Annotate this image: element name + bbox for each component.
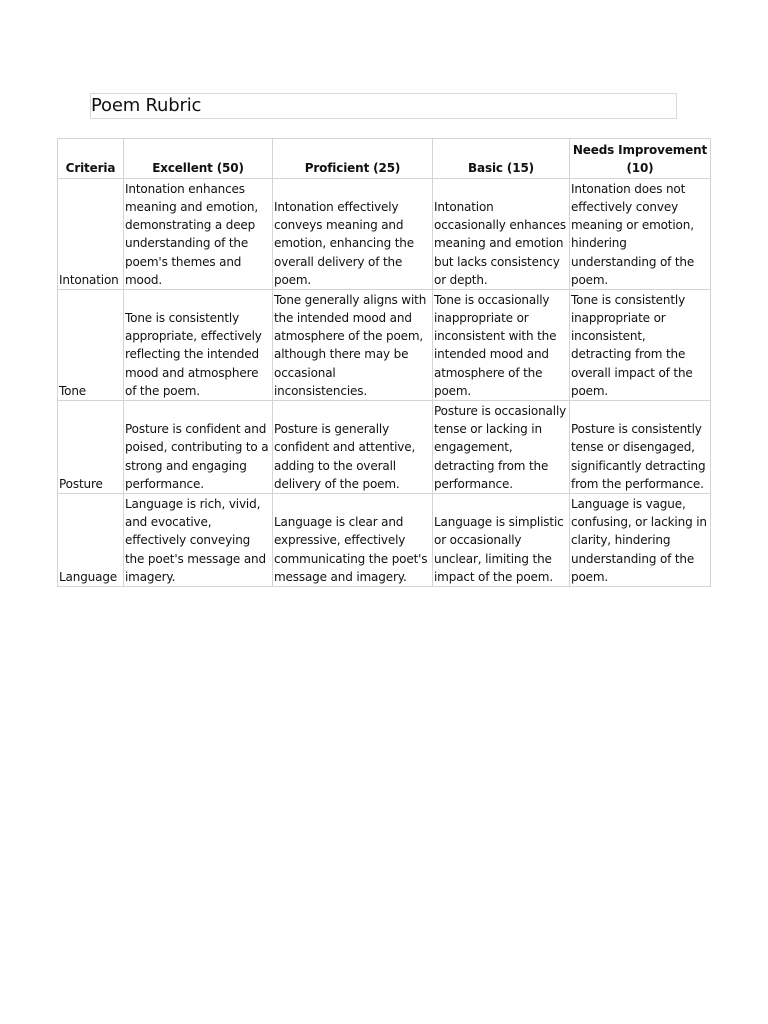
header-proficient: Proficient (25) (273, 139, 433, 179)
proficient-cell: Posture is generally confident and attentive, adding to the overall delivery of the poem. (273, 401, 433, 494)
needs-improvement-cell: Tone is consistently inappropriate or inconsistent, detracting from the overall impact of the poem. (570, 290, 711, 401)
needs-improvement-cell: Language is vague, confusing, or lacking in clarity, hindering understanding of the poem. (570, 494, 711, 587)
table-row (58, 494, 711, 587)
excellent-cell: Tone is consistently appropriate, effectively reflecting the intended mood and atmosphere of the poem. (124, 290, 273, 401)
proficient-cell: Intonation effectively conveys meaning and emotion, enhancing the overall delivery of the poem. (273, 179, 433, 290)
header-row (58, 139, 711, 179)
rubric-table (57, 138, 711, 587)
criterion-cell: Tone (58, 290, 124, 401)
criterion-cell: Intonation (58, 179, 124, 290)
header-needs-improvement: Needs Improvement (10) (570, 139, 711, 179)
basic-cell: Intonation occasionally enhances meaning and emotion but lacks consistency or depth. (433, 179, 570, 290)
proficient-cell: Tone generally aligns with the intended mood and atmosphere of the poem, although there may be occasional inconsistencies. (273, 290, 433, 401)
header-criteria: Criteria (58, 139, 124, 179)
excellent-cell: Intonation enhances meaning and emotion, demonstrating a deep understanding of the poem's themes and mood. (124, 179, 273, 290)
basic-cell: Posture is occasionally tense or lacking in engagement, detracting from the performance. (433, 401, 570, 494)
page-title: Poem Rubric (91, 95, 202, 116)
table-row (58, 290, 711, 401)
needs-improvement-cell: Intonation does not effectively convey meaning or emotion, hindering understanding of the poem. (570, 179, 711, 290)
needs-improvement-cell: Posture is consistently tense or disengaged, significantly detracting from the performance. (570, 401, 711, 494)
header-basic: Basic (15) (433, 139, 570, 179)
criterion-cell: Language (58, 494, 124, 587)
basic-cell: Language is simplistic or occasionally unclear, limiting the impact of the poem. (433, 494, 570, 587)
title-box (90, 93, 677, 119)
header-excellent: Excellent (50) (124, 139, 273, 179)
table-row (58, 401, 711, 494)
proficient-cell: Language is clear and expressive, effectively communicating the poet's message and imagery. (273, 494, 433, 587)
criterion-cell: Posture (58, 401, 124, 494)
excellent-cell: Posture is confident and poised, contributing to a strong and engaging performance. (124, 401, 273, 494)
table-row (58, 179, 711, 290)
excellent-cell: Language is rich, vivid, and evocative, effectively conveying the poet's message and imagery. (124, 494, 273, 587)
basic-cell: Tone is occasionally inappropriate or inconsistent with the intended mood and atmosphere of the poem. (433, 290, 570, 401)
